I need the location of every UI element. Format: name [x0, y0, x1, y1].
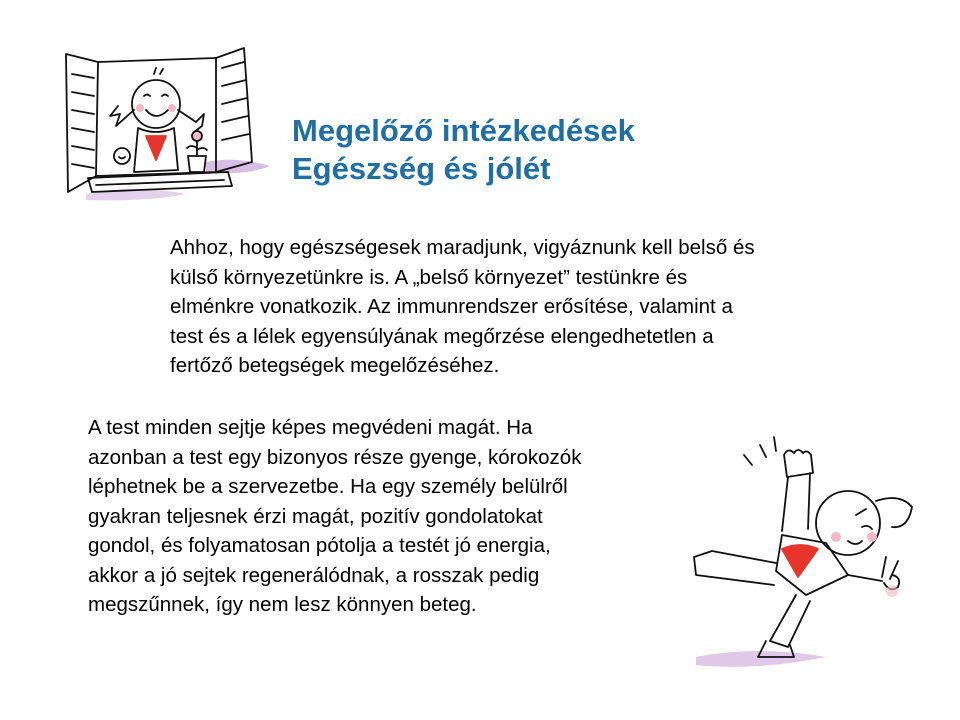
text-line: megszűnnek, így nem lesz könnyen beteg.: [88, 593, 477, 616]
window-person-illustration: [56, 44, 276, 214]
text-line: azonban a test egy bizonyos része gyenge, kórokozók: [88, 445, 582, 469]
title-line-1: Megelőző intézkedések: [292, 113, 635, 148]
text-line: akkor a jó sejtek regenerálódnak, a rosszak pedig: [88, 563, 540, 587]
intro-paragraph: [170, 233, 870, 381]
slide-title: [292, 112, 812, 188]
text-line: elménkre vonatkozik. Az immunrendszer erősítése, valamint a: [170, 295, 733, 318]
title-line-2: Egészség és jólét: [292, 151, 551, 186]
text-line: gondol, és folyamatosan pótolja a testét jó energia,: [88, 534, 551, 557]
text-line: fertőző betegségek megelőzéséhez.: [170, 354, 500, 377]
body-paragraph: [88, 413, 688, 620]
text-line: külső környezetünkre is. A „belső környezet” testünkre és: [170, 265, 688, 289]
text-line: test és a lélek egyensúlyának megőrzése elengedhetetlen a: [170, 324, 714, 348]
kicking-figure-illustration: [686, 425, 946, 675]
text-line: gyakran teljesnek érzi magát, pozitív gondolatokat: [88, 504, 543, 528]
text-line: léphetnek be a szervezetbe. Ha egy személy belülről: [88, 475, 568, 498]
text-line: A test minden sejtje képes megvédeni magát. Ha: [88, 416, 533, 439]
text-line: Ahhoz, hogy egészségesek maradjunk, vigyáznunk kell belső és: [170, 236, 755, 259]
